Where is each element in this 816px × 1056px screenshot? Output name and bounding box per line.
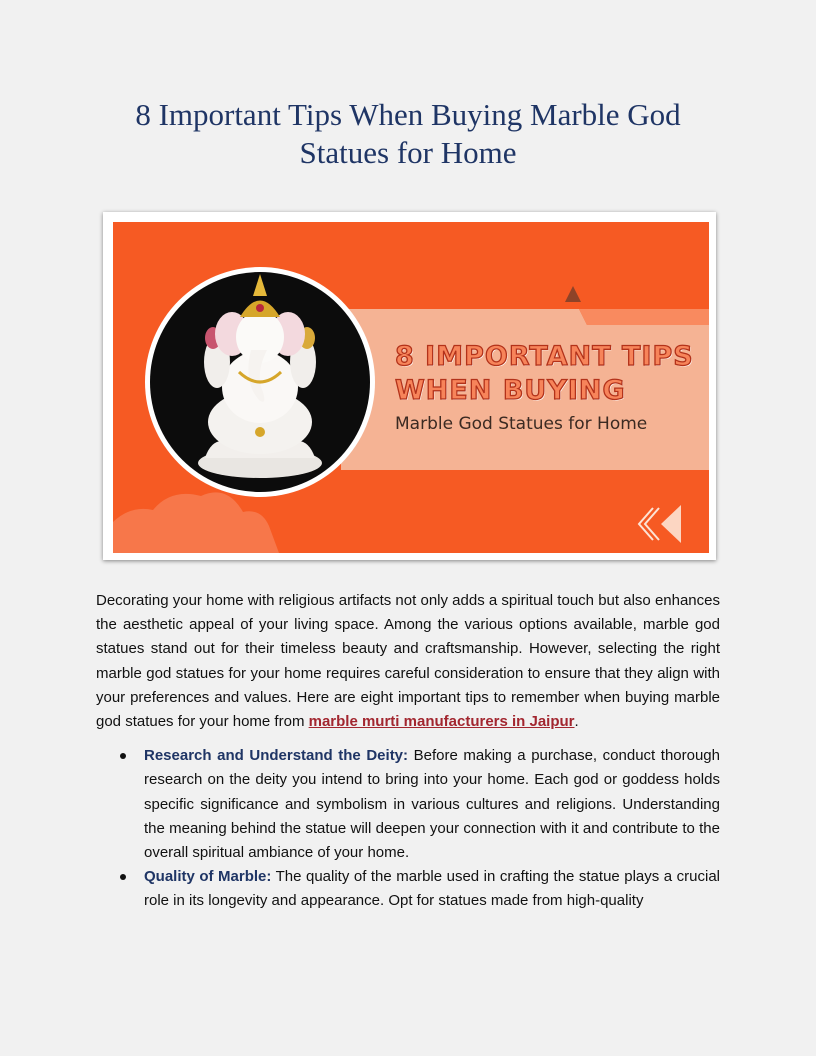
list-item: [96, 744, 720, 865]
tip-text: The quality of the marble used in crafting the statue plays a crucial role in its longevity and appearance. Opt for statues made from high-quality: [144, 868, 720, 910]
list-item: [96, 865, 720, 913]
bullet-icon: [120, 753, 126, 759]
band-triangle: [565, 286, 581, 302]
tip-title: Quality of Marble:: [144, 868, 272, 886]
banner-image-frame: [103, 212, 716, 560]
banner-headline-line-2: WHEN BUYING: [395, 375, 626, 406]
bullet-icon: [120, 874, 126, 880]
band-tab: [579, 309, 709, 325]
intro-paragraph: [96, 589, 720, 734]
marble-murti-link[interactable]: marble murti manufacturers in Jaipur: [308, 713, 575, 731]
title-line-2: Statues for Home: [299, 135, 517, 170]
banner-subheadline: Marble God Statues for Home: [395, 414, 648, 434]
banner-text: [395, 340, 694, 434]
cloud-shape: [113, 492, 279, 553]
document-title: [0, 96, 816, 172]
tip-text: Before making a purchase, conduct thorough research on the deity you intend to bring into your home. Each god or goddess holds specific significance and symbolism in various cultures and religions. Understanding the meaning behind the statue will deepen your connection with it and contribute to the overall spiritual ambiance of your home.: [144, 747, 720, 862]
banner-headline-line-1: 8 IMPORTANT TIPS: [395, 341, 694, 372]
banner-image: [113, 222, 709, 553]
title-line-1: 8 Important Tips When Buying Marble God: [135, 97, 681, 132]
ganesha-statue-photo: [145, 267, 375, 497]
arrow-icon: [639, 505, 681, 543]
intro-text: Decorating your home with religious artifacts not only adds a spiritual touch but also enhances the aesthetic appeal of your living space. Among the various options available, marble god statues stand out for their timeless beauty and craftsmanship. However, selecting the right marble god statues for your home requires careful consideration to ensure that they align with your preferences and values. Here are eight important tips to remember when buying marble god statues for your home from: [96, 592, 720, 731]
article-body: [96, 589, 720, 914]
tips-list: [96, 744, 720, 913]
intro-text-end: .: [574, 713, 579, 731]
tip-title: Research and Understand the Deity:: [144, 747, 409, 765]
